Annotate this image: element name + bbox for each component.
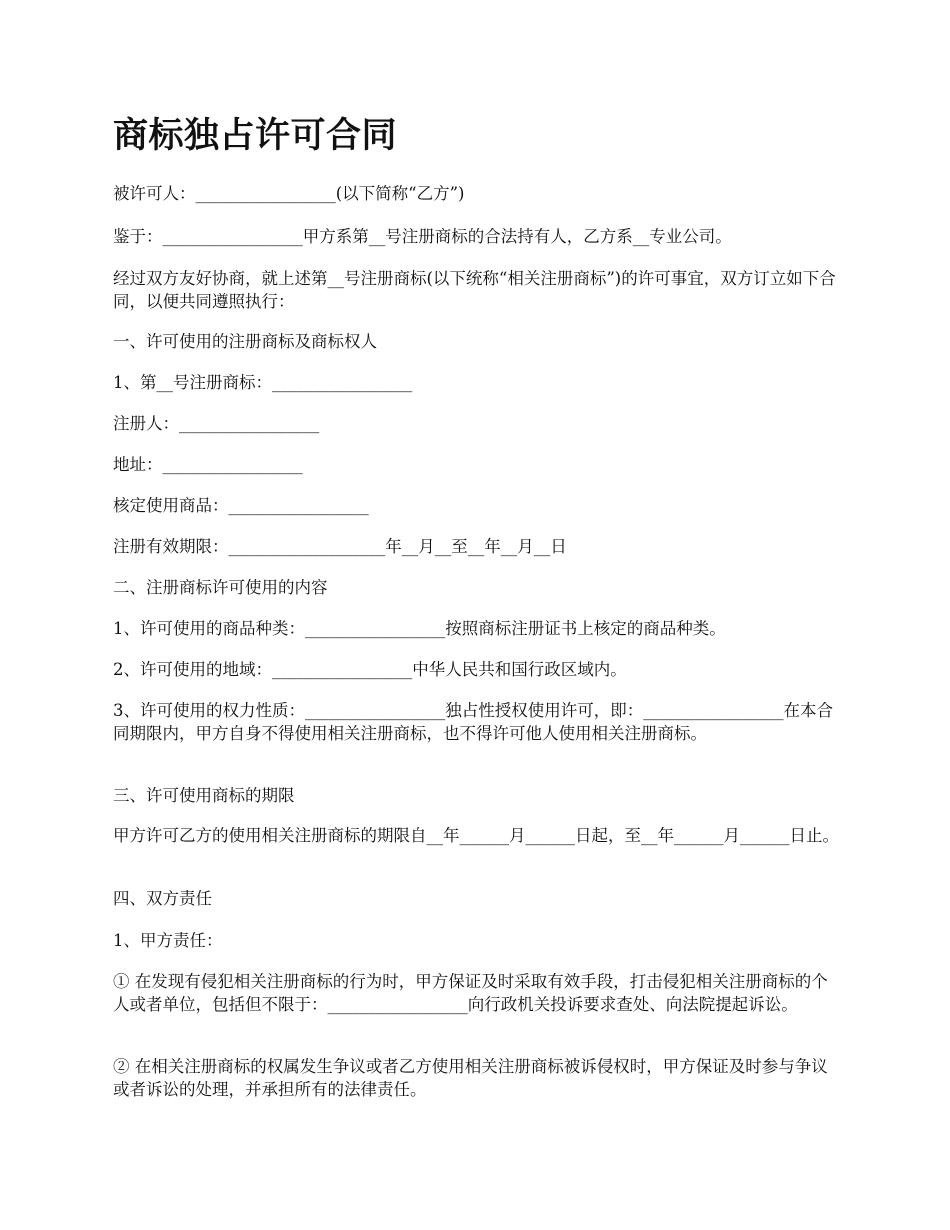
clause-address: 地址：_________________ [113,455,303,474]
clause-right-nature: 3、许可使用的权力性质：_________________独占性授权使用许可，即：_________________在本合同期限内，甲方自身不得使用相关注册商标，也不得许可他人使用相关注册商标。 [113,701,833,743]
clause-duty-2: ② 在相关注册商标的权属发生争议或者乙方使用相关注册商标被诉侵权时，甲方保证及时参与争议或者诉讼的处理，并承担所有的法律责任。 [113,1057,828,1099]
section-heading-2: 二、注册商标许可使用的内容 [113,578,328,597]
clause-registrant: 注册人：_________________ [113,414,320,433]
paragraph-preamble: 经过双方友好协商，就上述第__号注册商标(以下统称“相关注册商标”)的许可事宜，双方订立如下合同，以便共同遵照执行： [113,269,836,311]
section-heading-3: 三、许可使用商标的期限 [113,786,295,805]
clause-territory: 2、许可使用的地域：_________________中华人民共和国行政区域内。 [113,660,627,679]
clause-validity-period: 注册有效期限：___________________年__月__至__年__月__日 [113,537,567,556]
clause-term: 甲方许可乙方的使用相关注册商标的期限自__年______月______日起，至__年______月______日止。 [113,826,839,845]
paragraph-licensee: 被许可人：_________________(以下简称“乙方”) [113,184,465,203]
clause-goods-type: 1、许可使用的商品种类：_________________按照商标注册证书上核定的商品种类。 [113,619,726,638]
paragraph-whereas: 鉴于：_________________甲方系第__号注册商标的合法持有人，乙方系__专业公司。 [113,227,732,246]
clause-duty-1: ① 在发现有侵犯相关注册商标的行为时，甲方保证及时采取有效手段，打击侵犯相关注册商标的个人或者单位，包括但不限于：_________________向行政机关投诉要求查处、向法院提起诉讼。 [113,972,828,1014]
clause-party-a-duties: 1、甲方责任： [113,931,223,950]
clause-approved-goods: 核定使用商品：_________________ [113,496,369,515]
section-heading-4: 四、双方责任 [113,889,212,908]
document-title: 商标独占许可合同 [113,115,398,156]
section-heading-1: 一、许可使用的注册商标及商标权人 [113,332,377,351]
clause-trademark-number: 1、第__号注册商标：_________________ [113,373,413,392]
